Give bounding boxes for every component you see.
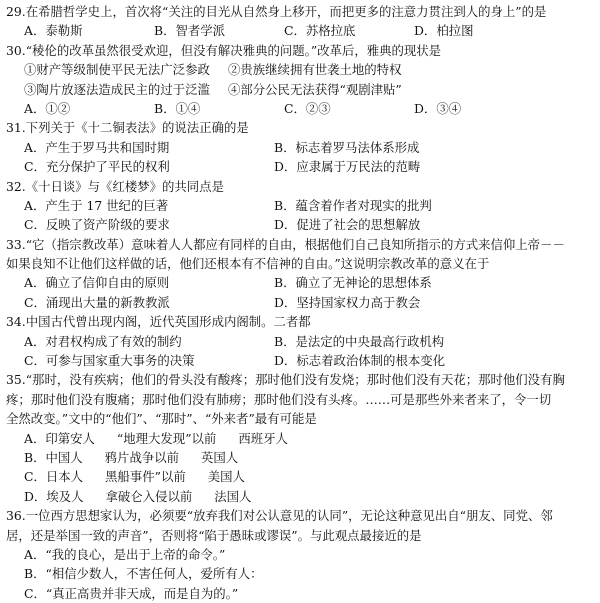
question-stem-continued	[6, 254, 594, 273]
option-c[interactable]	[6, 467, 594, 486]
option-c[interactable]: C．反映了资产阶级的要求	[24, 217, 170, 233]
options-row	[6, 215, 594, 234]
options-row	[6, 157, 594, 176]
statement-3: ③陶片放逐法造成民主的过于泛滥	[24, 81, 210, 97]
option-c-outsider: 美国人	[207, 469, 245, 485]
options-row	[6, 21, 594, 40]
question-text: 居，还是举国一致的声音”，否则将“陷于愚昧或谬误”。与此观点最接近的是	[6, 527, 422, 543]
option-d-outsider: 法国人	[214, 488, 252, 504]
question-text: “那时，没有疾病；他们的骨头没有酸疼；那时他们没有发烧；那时他们没有天花；那时他们没有胸	[25, 372, 565, 388]
option-b[interactable]: B．智者学派	[154, 23, 226, 39]
question-number: 33.	[6, 236, 26, 252]
question-text: 下列关于《十二铜表法》的说法正确的是	[25, 120, 249, 136]
option-d-when: 拿破仑入侵以前	[105, 488, 193, 504]
question-34	[6, 312, 594, 370]
question-30	[6, 41, 594, 119]
question-33	[6, 235, 594, 313]
option-d[interactable]: D．促进了社会的思想解放	[274, 217, 421, 233]
question-stem	[6, 118, 594, 137]
option-b[interactable]: B．“相信少数人，不害任何人，爱所有人：	[24, 566, 263, 582]
option-d[interactable]: D．③④	[414, 100, 462, 116]
question-number: 36.	[6, 508, 26, 524]
option-b-who: B．中国人	[24, 449, 83, 465]
option-d[interactable]	[6, 487, 594, 506]
option-c[interactable]: C．苏格拉底	[284, 23, 356, 39]
option-a[interactable]: A．产生于 17 世纪的巨著	[24, 197, 169, 213]
question-text: 一位西方思想家认为，必须要“放弃我们对公认意见的认同”，无论这种意见出自“朋友、同党、邻	[25, 508, 553, 524]
option-c[interactable]: C．可参与国家重大事务的决策	[24, 353, 195, 369]
options-row	[6, 99, 594, 118]
option-b-outsider: 英国人	[201, 449, 239, 465]
option-d-who: D．埃及人	[24, 488, 84, 504]
statement-4: ④部分公民无法获得“观剧津贴”	[228, 81, 402, 97]
question-text: 《十日谈》与《红楼梦》的共同点是	[25, 178, 224, 194]
question-number: 29.	[6, 4, 26, 19]
option-d[interactable]: D．应隶属于万民法的范畴	[274, 159, 421, 175]
option-a[interactable]: A．产生于罗马共和国时期	[24, 139, 170, 155]
option-a[interactable]: A．确立了信仰自由的原则	[24, 275, 170, 291]
statement-2: ②贵族继续拥有世袭土地的特权	[228, 62, 402, 78]
question-stem	[6, 506, 594, 525]
question-number: 35.	[6, 372, 26, 388]
question-text: 全然改变。”文中的“他们”、“那时”、“外来者”最有可能是	[6, 411, 317, 427]
option-c-who: C．日本人	[24, 469, 84, 485]
question-text: “它（指宗教改革）意味着人人都应有同样的自由，根据他们自己良知所指示的方式来信仰上帝－－	[25, 236, 565, 252]
options-row	[6, 273, 594, 292]
option-d[interactable]: D．标志着政治体制的根本变化	[274, 353, 446, 369]
option-c-when: 黑船事件”以前	[105, 469, 186, 485]
option-a-outsider: 西班牙人	[238, 430, 288, 446]
option-b[interactable]	[6, 448, 594, 467]
option-a[interactable]: A．“我的良心，是出于上帝的命令。”	[24, 546, 226, 562]
question-number: 34.	[6, 314, 26, 330]
options-row	[6, 351, 594, 370]
question-text: 在希腊哲学史上，首次将“关注的目光从自然身上移开，而把更多的注意力贯注到人的身上”的是	[25, 4, 547, 19]
question-text: “稜伦的改革虽然很受欢迎，但没有解决雅典的问题。”改革后，雅典的现状是	[25, 42, 442, 58]
option-b-when: 鸦片战争以前	[104, 449, 180, 465]
option-a[interactable]: A．①②	[24, 100, 71, 116]
option-a[interactable]: A．对君权构成了有效的制约	[24, 333, 182, 349]
question-text: 中国古代曾出现内阁，近代英国形成内阁制。二者都	[25, 314, 311, 330]
question-stem	[6, 235, 594, 254]
statement-1: ①财产等级制使平民无法广泛参政	[24, 62, 210, 78]
options-row	[6, 138, 594, 157]
options-row	[6, 332, 594, 351]
option-b[interactable]: B．蕴含着作者对现实的批判	[274, 197, 432, 213]
question-stem-continued	[6, 390, 594, 409]
option-b[interactable]: B．是法定的中央最高行政机构	[274, 333, 445, 349]
question-32	[6, 177, 594, 235]
option-c[interactable]: C．涌现出大量的新教教派	[24, 294, 170, 310]
option-b[interactable]: B．确立了无神论的思想体系	[274, 275, 432, 291]
option-a[interactable]	[6, 429, 594, 448]
option-c[interactable]: C．充分保护了平民的权利	[24, 159, 170, 175]
question-29	[6, 2, 594, 41]
statements-row	[6, 80, 594, 99]
option-b[interactable]: B．①④	[154, 100, 201, 116]
question-stem	[6, 177, 594, 196]
question-stem-continued	[6, 526, 594, 545]
question-31	[6, 118, 594, 176]
question-text: 如果良知不让他们这样做的话，他们还根本有不信神的自由。”这说明宗教改革的意义在于	[6, 256, 490, 272]
option-a[interactable]: A．泰勒斯	[24, 23, 83, 39]
option-a-who: A．印第安人	[24, 430, 95, 446]
options-row	[6, 196, 594, 215]
option-c[interactable]: C．“真正高贵并非天成，而是自为的。”	[24, 585, 239, 601]
question-35	[6, 370, 594, 506]
question-stem	[6, 2, 594, 21]
question-stem	[6, 370, 594, 389]
option-d[interactable]: D．柏拉图	[414, 23, 474, 39]
question-text: 疼；那时他们没有腹痛；那时他们没有肺痨；那时他们没有头疼。……可是那些外来者来了，令一切	[6, 391, 552, 407]
options-row	[6, 293, 594, 312]
option-d[interactable]: D．坚持国家权力高于教会	[274, 294, 421, 310]
option-b[interactable]: B．标志着罗马法体系形成	[274, 139, 420, 155]
statements-row	[6, 60, 594, 79]
option-a-when: “地理大发现”以前	[116, 430, 217, 446]
question-number: 30.	[6, 42, 26, 58]
question-number: 32.	[6, 178, 26, 194]
question-number: 31.	[6, 120, 26, 136]
question-stem	[6, 41, 594, 60]
question-36	[6, 506, 594, 603]
question-stem-continued	[6, 409, 594, 428]
question-stem	[6, 312, 594, 331]
option-c[interactable]: C．②③	[284, 100, 331, 116]
